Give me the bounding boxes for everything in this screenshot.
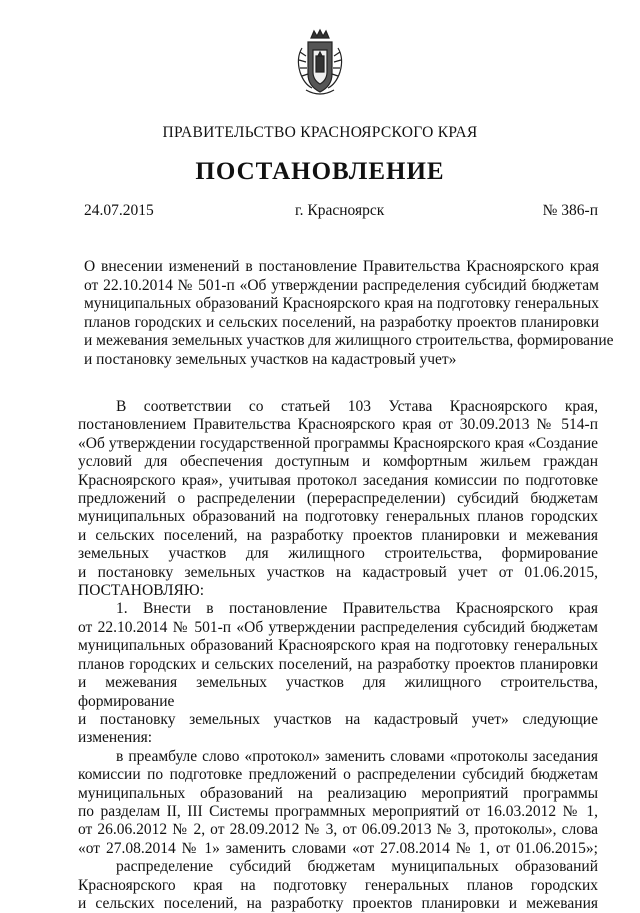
subject-line: от 22.10.2014 № 501-п «Об утверждении распределения субсидий бюджетам xyxy=(84,276,599,294)
body-line: земельных участков для жилищного строительства, формирование xyxy=(78,545,598,563)
body-line: Красноярского края», учитывая протокол заседания комиссии по подготовке xyxy=(78,471,598,489)
body-line: ПОСТАНОВЛЯЮ: xyxy=(78,582,205,600)
body-line: от 26.06.2012 № 2, от 28.09.2012 № 3, от 06.09.2013 № 3, протоколы», слова xyxy=(78,821,598,839)
body-line: постановлением Правительства Красноярского края от 30.09.2013 № 514-п xyxy=(78,416,598,434)
subject-line: планов городских и сельских поселений, на разработку проектов планировки xyxy=(84,313,599,331)
body-line: распределение субсидий бюджетам муниципальных образований xyxy=(116,858,598,876)
coat-of-arms-icon xyxy=(294,28,346,98)
body-line: муниципальных образований на реализацию мероприятий программы xyxy=(78,784,598,802)
body-line: муниципальных образований Красноярского края на подготовку генеральных xyxy=(78,637,598,655)
body-line: и сельских поселений, на разработку проектов планировки и межевания xyxy=(78,894,598,912)
document-date: 24.07.2015 xyxy=(84,202,154,219)
body-line: условий для обеспечения доступным и комфортным жильем граждан xyxy=(78,453,598,471)
body-line: и постановку земельных участков на кадастровый учет» следующие изменения: xyxy=(78,710,598,747)
body-line: 1. Внести в постановление Правительства Красноярского края xyxy=(116,600,598,618)
body-line: планов городских и сельских поселений, на разработку проектов планировки xyxy=(78,655,598,673)
body-line: предложений о распределении (перераспределении) субсидий бюджетам xyxy=(78,490,598,508)
body-line: и сельских поселений, на разработку проектов планировки и межевания xyxy=(78,526,598,544)
document-title: ПОСТАНОВЛЕНИЕ xyxy=(195,158,445,185)
body-line: «Об утверждении государственной программы Красноярского края «Создание xyxy=(78,434,598,452)
body-line: по разделам II, III Системы программных мероприятий от 16.03.2012 № 1, xyxy=(78,802,598,820)
body-line: В соответствии со статьей 103 Устава Красноярского края, xyxy=(116,398,598,415)
body-line: в преамбуле слово «протокол» заменить словами «протоколы заседания xyxy=(116,747,598,765)
document-number: № 386-п xyxy=(542,202,598,219)
document-city: г. Красноярск xyxy=(295,202,385,219)
body-line: муниципальных образований на подготовку генеральных планов городских xyxy=(78,508,598,526)
body-line: «от 27.08.2014 № 1» заменить словами «от 27.08.2014 № 1, от 01.06.2015»; xyxy=(78,839,598,857)
subject-line: муниципальных образований Красноярского края на подготовку генеральных xyxy=(84,295,599,313)
document-subject xyxy=(84,258,614,370)
government-name: ПРАВИТЕЛЬСТВО КРАСНОЯРСКОГО КРАЯ xyxy=(162,124,478,141)
subject-line: О внесении изменений в постановление Правительства Красноярского края xyxy=(84,258,599,275)
body-line: Красноярского края на подготовку генеральных планов городских xyxy=(78,876,598,894)
body-line: и постановку земельных участков на кадастровый учет от 01.06.2015, xyxy=(78,563,598,581)
subject-line: и межевания земельных участков для жилищного строительства, формирование xyxy=(84,332,614,350)
subject-line: и постановку земельных участков на кадастровый учет» xyxy=(84,350,457,368)
body-line: от 22.10.2014 № 501-п «Об утверждении распределения субсидий бюджетам xyxy=(78,618,598,636)
document-body xyxy=(78,398,598,913)
document-meta xyxy=(84,202,598,222)
body-line: комиссии по подготовке предложений о распределении субсидий бюджетам xyxy=(78,766,598,784)
body-line: и межевания земельных участков для жилищного строительства, формирование xyxy=(78,674,598,710)
